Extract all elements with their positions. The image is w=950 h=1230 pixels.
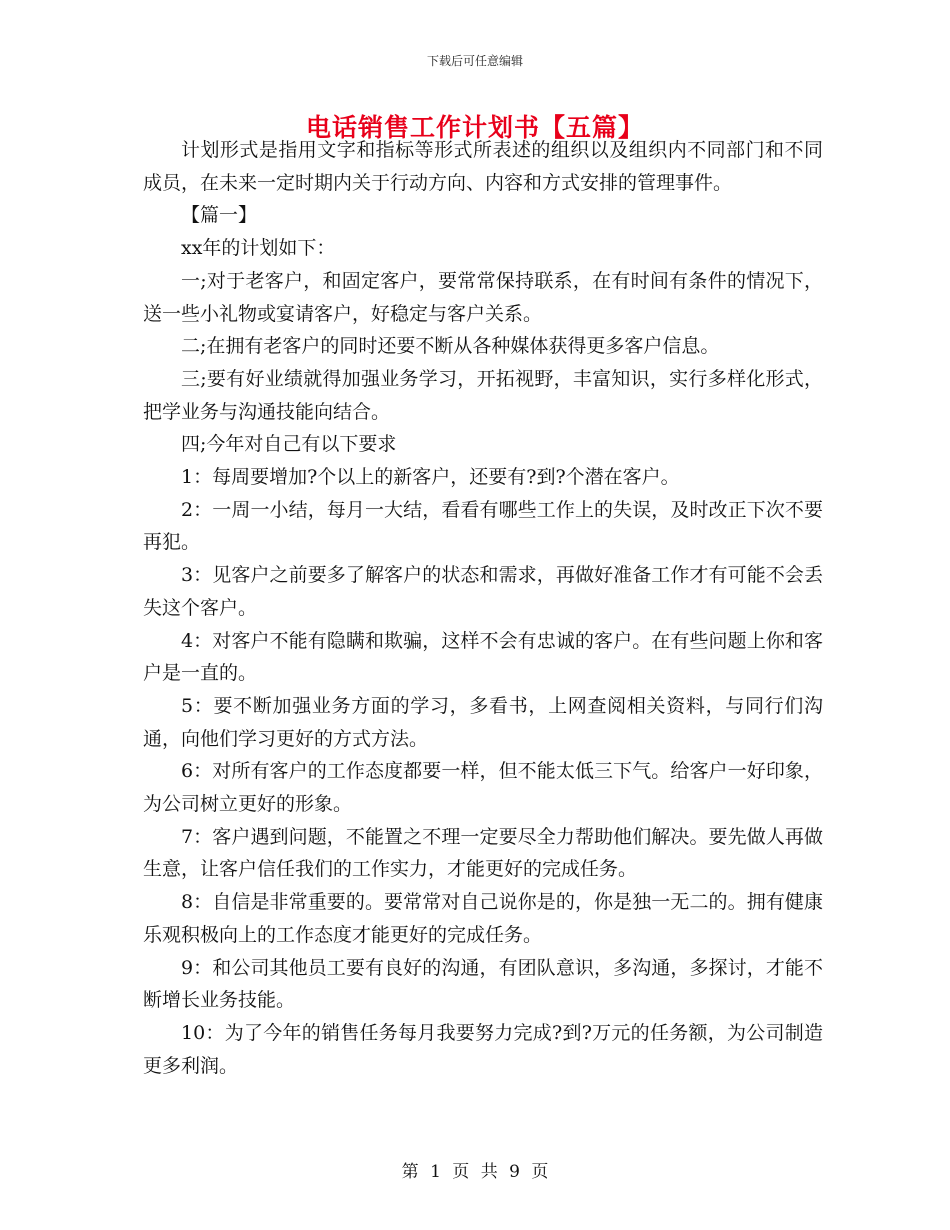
paragraph: 一;对于老客户，和固定客户，要常常保持联系，在有时间有条件的情况下，送一些小礼物或宴请客户，好稳定与客户关系。 (143, 269, 823, 325)
paragraph: 四;今年对自己有以下要求 (181, 433, 397, 456)
list-item: 5：要不断加强业务方面的学习，多看书，上网查阅相关资料，与同行们沟通，向他们学习更好的方式方法。 (143, 694, 823, 750)
body-text (143, 134, 823, 1082)
list-item: 10：为了今年的销售任务每月我要努力完成?到?万元的任务额，为公司制造更多利润。 (143, 1021, 823, 1077)
section-heading: 【篇一】 (181, 204, 258, 227)
list-item: 3：见客户之前要多了解客户的状态和需求，再做好准备工作才有可能不会丢失这个客户。 (143, 564, 823, 619)
paragraph: 三;要有好业绩就得加强业务学习，开拓视野，丰富知识，实行多样化形式，把学业务与沟通技能向结合。 (143, 367, 823, 423)
list-item: 1：每周要增加?个以上的新客户，还要有?到?个潜在客户。 (181, 466, 680, 489)
intro-paragraph: 计划形式是指用文字和指标等形式所表述的组织以及组织内不同部门和不同成员，在未来一定时期内关于行动方向、内容和方式安排的管理事件。 (143, 139, 823, 194)
list-item: 4：对客户不能有隐瞒和欺骗，这样不会有忠诚的客户。在有些问题上你和客户是一直的。 (143, 629, 823, 685)
list-item: 8：自信是非常重要的。要常常对自己说你是的，你是独一无二的。拥有健康乐观积极向上的工作态度才能更好的完成任务。 (143, 891, 823, 946)
header-note: 下载后可任意编辑 (426, 54, 523, 68)
list-item: 6：对所有客户的工作态度都要一样，但不能太低三下气。给客户一好印象，为公司树立更好的形象。 (143, 760, 823, 816)
paragraph: 二;在拥有老客户的同时还要不断从各种媒体获得更多客户信息。 (181, 335, 720, 358)
list-item: 7：客户遇到问题，不能置之不理一定要尽全力帮助他们解决。要先做人再做生意，让客户信任我们的工作实力，才能更好的完成任务。 (143, 825, 823, 881)
page-title: 电话销售工作计划书【五篇】 (305, 113, 644, 142)
list-item: 9：和公司其他员工要有良好的沟通，有团队意识，多沟通，多探讨，才能不断增长业务技能。 (143, 956, 823, 1012)
list-item: 2：一周一小结，每月一大结，看看有哪些工作上的失误，及时改正下次不要再犯。 (143, 498, 823, 554)
paragraph: xx年的计划如下： (181, 237, 336, 260)
page-footer: 第 1 页 共 9 页 (401, 1162, 549, 1182)
